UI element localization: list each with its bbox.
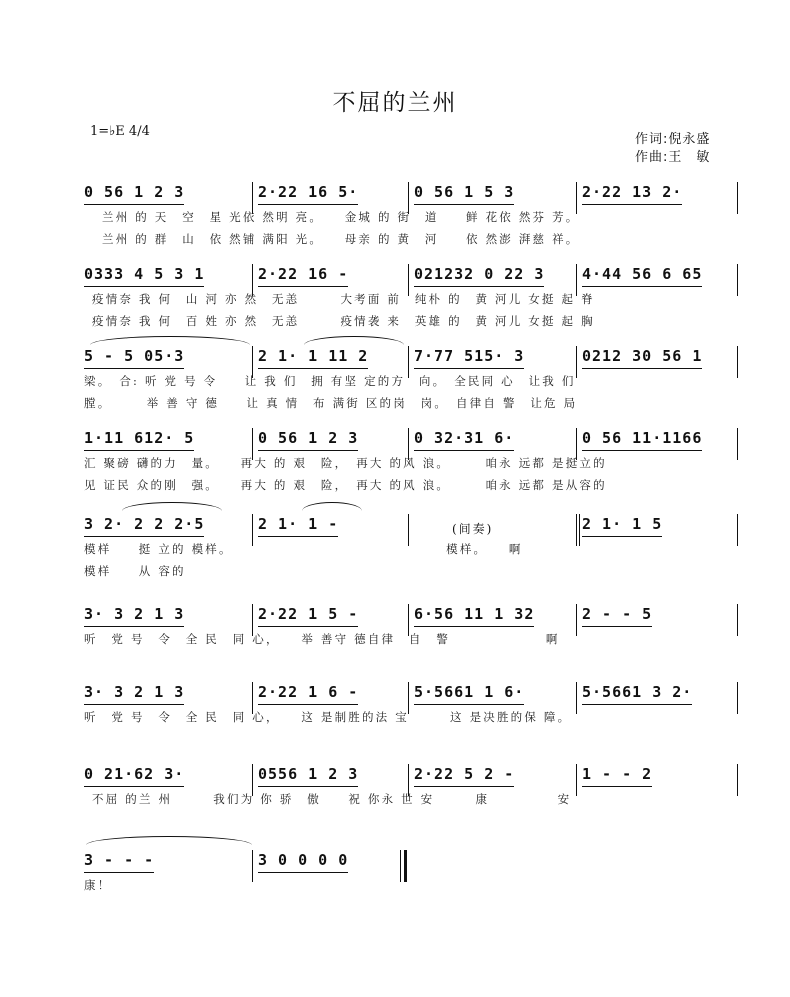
lyric-verse-2: 膛。 举 善 守 德 让 真 情 布 满街 区的岗 岗。 自律自 警 让危 局 [84, 396, 578, 410]
lyric-verse-2: 见 证民 众的刚 强。 再大 的 艰 险， 再大 的风 浪。 咱永 远都 是从容的 [84, 478, 607, 492]
lyric-verse-1: 不屈 的兰 州 我们为 你 骄 傲 祝 你永 世 安 康 安 [92, 792, 572, 806]
lyric-verse-1: 听 党 号 令 全 民 同 心， 举 善守 德自律 自 警 啊 [84, 632, 560, 646]
barline [576, 682, 577, 714]
slur [122, 502, 222, 511]
measure-notes: 0 56 11·1166 [582, 428, 702, 451]
slur [302, 502, 362, 511]
barline [737, 264, 738, 296]
barline [579, 514, 580, 546]
lyric-verse-1: 模样 挺 立的 模样。 模样。 啊 [84, 542, 523, 556]
measure-notes: 3· 3 2 1 3 [84, 604, 184, 627]
barline [737, 764, 738, 796]
barline [400, 850, 401, 882]
measure-notes: 2 1· 1 11 2 [258, 346, 368, 369]
barline [576, 346, 577, 378]
measure-notes: 2 1· 1 5 [582, 514, 662, 537]
measure-notes: 0212 30 56 1 [582, 346, 702, 369]
measure-notes: 2·22 16 5· [258, 182, 358, 205]
measure-notes: 3 - - - [84, 850, 154, 873]
barline [737, 182, 738, 214]
barline [737, 346, 738, 378]
measure-notes: 0 32·31 6· [414, 428, 514, 451]
song-title: 不屈的兰州 [332, 90, 458, 116]
measure-notes: 1 - - 2 [582, 764, 652, 787]
measure-notes: 1·11 612· 5 [84, 428, 194, 451]
measure-notes: 5·5661 3 2· [582, 682, 692, 705]
measure-notes: 0 21·62 3· [84, 764, 184, 787]
barline [576, 604, 577, 636]
composer-credit: 作曲:王 敏 [635, 150, 711, 165]
lyric-verse-2: 模样 从 容的 [84, 564, 186, 578]
lyric-verse-1: 兰州 的 天 空 星 光依 然明 亮。 金城 的 街 道 鲜 花依 然芬 芳。 [102, 210, 580, 224]
slur [86, 836, 252, 845]
interlude-marking: (间奏) [452, 522, 494, 536]
lyric-verse-2: 兰州 的 群 山 依 然铺 满阳 光。 母亲 的 黄 河 依 然澎 湃慈 祥。 [102, 232, 580, 246]
measure-notes: 0 56 1 2 3 [258, 428, 358, 451]
measure-notes: 021232 0 22 3 [414, 264, 544, 287]
barline [737, 604, 738, 636]
measure-notes: 2·22 5 2 - [414, 764, 514, 787]
measure-notes: 4·44 56 6 65 [582, 264, 702, 287]
barline [737, 428, 738, 460]
barline [737, 682, 738, 714]
slur [304, 336, 404, 345]
lyric-verse-2: 疫情奈 我 何 百 姓 亦 然 无恙 疫情袭 来 英雄 的 黄 河儿 女挺 起 胸 [92, 314, 595, 328]
lyricist-credit: 作词:倪永盛 [635, 132, 711, 147]
final-barline [404, 850, 407, 882]
lyric-verse-1: 汇 聚磅 礴的力 量。 再大 的 艰 险， 再大 的风 浪。 咱永 远都 是挺立的 [84, 456, 607, 470]
measure-notes: 5·5661 1 6· [414, 682, 524, 705]
measure-notes: 2·22 16 - [258, 264, 348, 287]
measure-notes: 0333 4 5 3 1 [84, 264, 204, 287]
measure-notes: 3 2· 2 2 2·5 [84, 514, 204, 537]
key-signature: 1=♭E 4/4 [90, 124, 150, 139]
lyric-verse-1: 梁。 合: 听 党 号 令 让 我 们 拥 有坚 定的方 向。 全民同 心 让我 们 [84, 374, 576, 388]
measure-notes: 0 56 1 5 3 [414, 182, 514, 205]
measure-notes: 0 56 1 2 3 [84, 182, 184, 205]
measure-notes: 2·22 13 2· [582, 182, 682, 205]
measure-notes: 5 - 5 05·3 [84, 346, 184, 369]
lyric-verse-1: 听 党 号 令 全 民 同 心， 这 是制胜的法 宝 这 是决胜的保 障。 [84, 710, 572, 724]
lyric-verse-1: 疫情奈 我 何 山 河 亦 然 无恙 大考面 前 纯朴 的 黄 河儿 女挺 起 脊 [92, 292, 595, 306]
slur [90, 336, 250, 345]
barline [576, 514, 577, 546]
measure-notes: 7·77 515· 3 [414, 346, 524, 369]
measure-notes: 2 1· 1 - [258, 514, 338, 537]
measure-notes: 3· 3 2 1 3 [84, 682, 184, 705]
measure-notes: 6·56 11 1 32 [414, 604, 534, 627]
measure-notes: 3 0 0 0 0 [258, 850, 348, 873]
barline [252, 850, 253, 882]
barline [737, 514, 738, 546]
measure-notes: 2·22 1 5 - [258, 604, 358, 627]
barline [576, 764, 577, 796]
measure-notes: 2 - - 5 [582, 604, 652, 627]
measure-notes: 2·22 1 6 - [258, 682, 358, 705]
measure-notes: 0556 1 2 3 [258, 764, 358, 787]
lyric-verse-1: 康！ [84, 878, 112, 892]
